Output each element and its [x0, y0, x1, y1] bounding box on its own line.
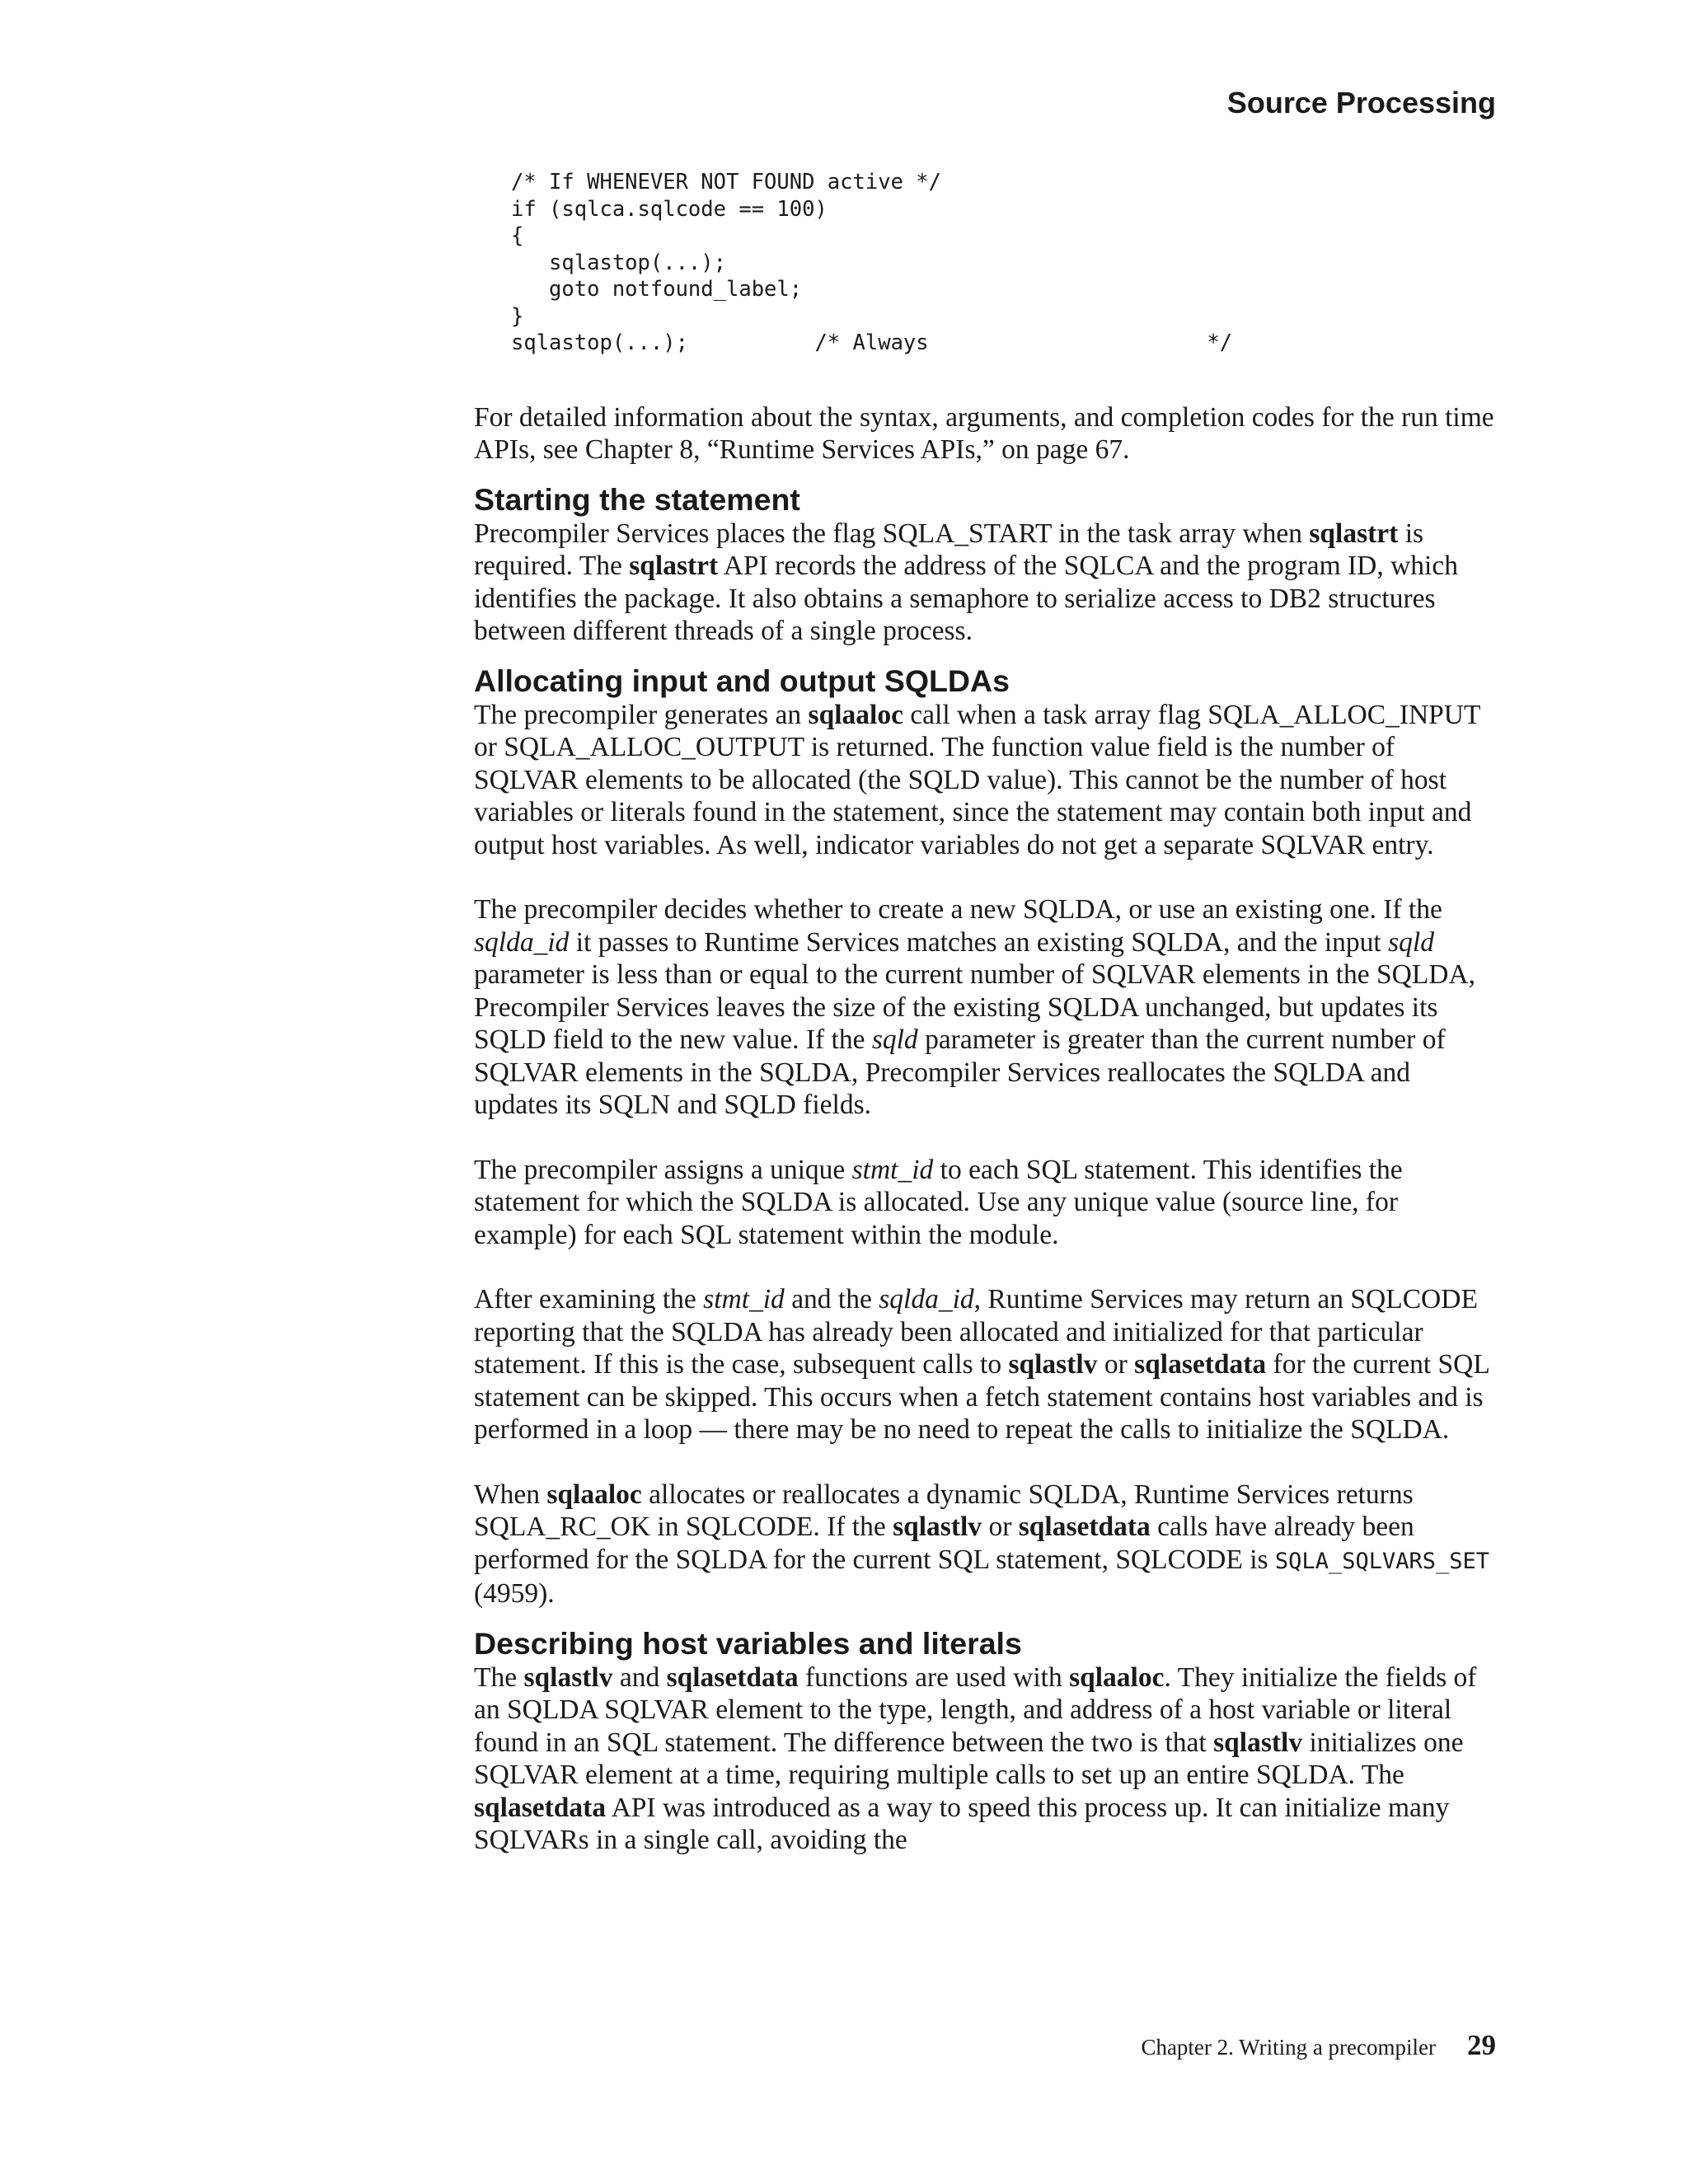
api-name: sqlastlv — [893, 1511, 982, 1542]
api-name: sqlaaloc — [1069, 1661, 1165, 1693]
api-name: sqlastlv — [523, 1661, 613, 1693]
parameter-name: stmt_id — [703, 1284, 785, 1315]
paragraph-allocating-1: The precompiler generates an sqlaaloc call when a task array flag SQLA_ALLOC_INPUT or SQLA_ALLOC_OUTPUT is returned. The function value field is the number of SQLVAR elements to be allocated (the SQLD value). This cannot be the number of host variables or literals found in the statement, since the statement may contain both input and output host variables. As well, indicator variables do not get a separate SQLVAR entry. — [474, 699, 1480, 860]
heading-starting-statement: Starting the statement — [474, 481, 800, 517]
api-name: sqlasetdata — [1134, 1349, 1267, 1380]
paragraph-allocating-5: When sqlaaloc allocates or reallocates a dynamic SQLDA, Runtime Services returns SQLA_RC_OK in SQLCODE. If the sqlastlv or sqlasetdata calls have already been performed for the SQLDA for the current SQL statement, SQLCODE is SQLA_SQLVARS_SET (4959). — [474, 1479, 1490, 1609]
parameter-name: sqld — [871, 1024, 918, 1055]
api-name: sqlasetdata — [1018, 1511, 1151, 1542]
heading-describing-host-variables: Describing host variables and literals — [474, 1625, 1022, 1661]
api-name: sqlasetdata — [474, 1792, 607, 1823]
api-name: sqlastrt — [1309, 518, 1399, 549]
parameter-name: stmt_id — [851, 1154, 934, 1185]
page-number: 29 — [1467, 2029, 1496, 2061]
paragraph-allocating-4: After examining the stmt_id and the sqlda_id, Runtime Services may return an SQLCODE reporting that the SQLDA has already been allocated and initialized for that particular statement. If this is the case, subsequent calls to sqlastlv or sqlasetdata for the current SQL statement can be skipped. This occurs when a fetch statement contains host variables and is performed in a loop — there may be no need to repeat the calls to initialize the SQLDA. — [474, 1284, 1489, 1445]
api-name: sqlastlv — [1008, 1349, 1098, 1380]
parameter-name: sqlda_id — [474, 926, 570, 958]
page-content — [474, 169, 1496, 1857]
api-name: sqlasetdata — [666, 1661, 799, 1693]
parameter-name: sqld — [1388, 926, 1434, 958]
api-name: sqlaaloc — [808, 699, 903, 730]
heading-allocating-sqldas: Allocating input and output SQLDAs — [474, 663, 1010, 698]
api-name: sqlastrt — [629, 551, 719, 581]
intro-paragraph: For detailed information about the syntax, arguments, and completion codes for the run time APIs, see Chapter 8, “Runtime Services APIs,” on page 67. — [474, 401, 1494, 465]
paragraph-allocating-3: The precompiler assigns a unique stmt_id to each SQL statement. This identifies the statement for which the SQLDA is allocated. Use any unique value (source line, for example) for each SQL statement within the module. — [474, 1154, 1403, 1250]
running-head: Source Processing — [1226, 86, 1496, 120]
constant-name: SQLA_SQLVARS_SET — [1274, 1548, 1490, 1574]
paragraph-describing: The sqlastlv and sqlasetdata functions are used with sqlaaloc. They initialize the fields of an SQLDA SQLVAR element to the type, length, and address of a host variable or literal found in an SQL statement. The difference between the two is that sqlastlv initializes one SQLVAR element at a time, requiring multiple calls to set up an entire SQLDA. The sqlasetdata API was introduced as a way to speed this process up. It can initialize many SQLVARs in a single call, avoiding the — [474, 1661, 1477, 1855]
footer-chapter-title: Chapter 2. Writing a precompiler — [1141, 2035, 1436, 2060]
parameter-name: sqlda_id — [879, 1284, 974, 1315]
paragraph-allocating-2: The precompiler decides whether to create a new SQLDA, or use an existing one. If the sqlda_id it passes to Runtime Services matches an existing SQLDA, and the input sqld parameter is less than or equal to the current number of SQLVAR elements in the SQLDA, Precompiler Services leaves the size of the existing SQLDA unchanged, but updates its SQLD field to the new value. If the sqld parameter is greater than the current number of SQLVAR elements in the SQLDA, Precompiler Services reallocates the SQLDA and updates its SQLN and SQLD fields. — [474, 894, 1476, 1120]
code-block: /* If WHENEVER NOT FOUND active */ if (sqlca.sqlcode == 100) { sqlastop(...); goto notfound_label; } sqlastop(...); /* Always */ — [511, 170, 1233, 355]
paragraph-starting: Precompiler Services places the flag SQLA_START in the task array when sqlastrt is required. The sqlastrt API records the address of the SQLCA and the program ID, which identifies the package. It also obtains a semaphore to serialize access to DB2 structures between different threads of a single process. — [474, 518, 1458, 646]
api-name: sqlaaloc — [546, 1479, 642, 1510]
page-footer — [1141, 2029, 1496, 2062]
api-name: sqlastlv — [1213, 1727, 1303, 1758]
